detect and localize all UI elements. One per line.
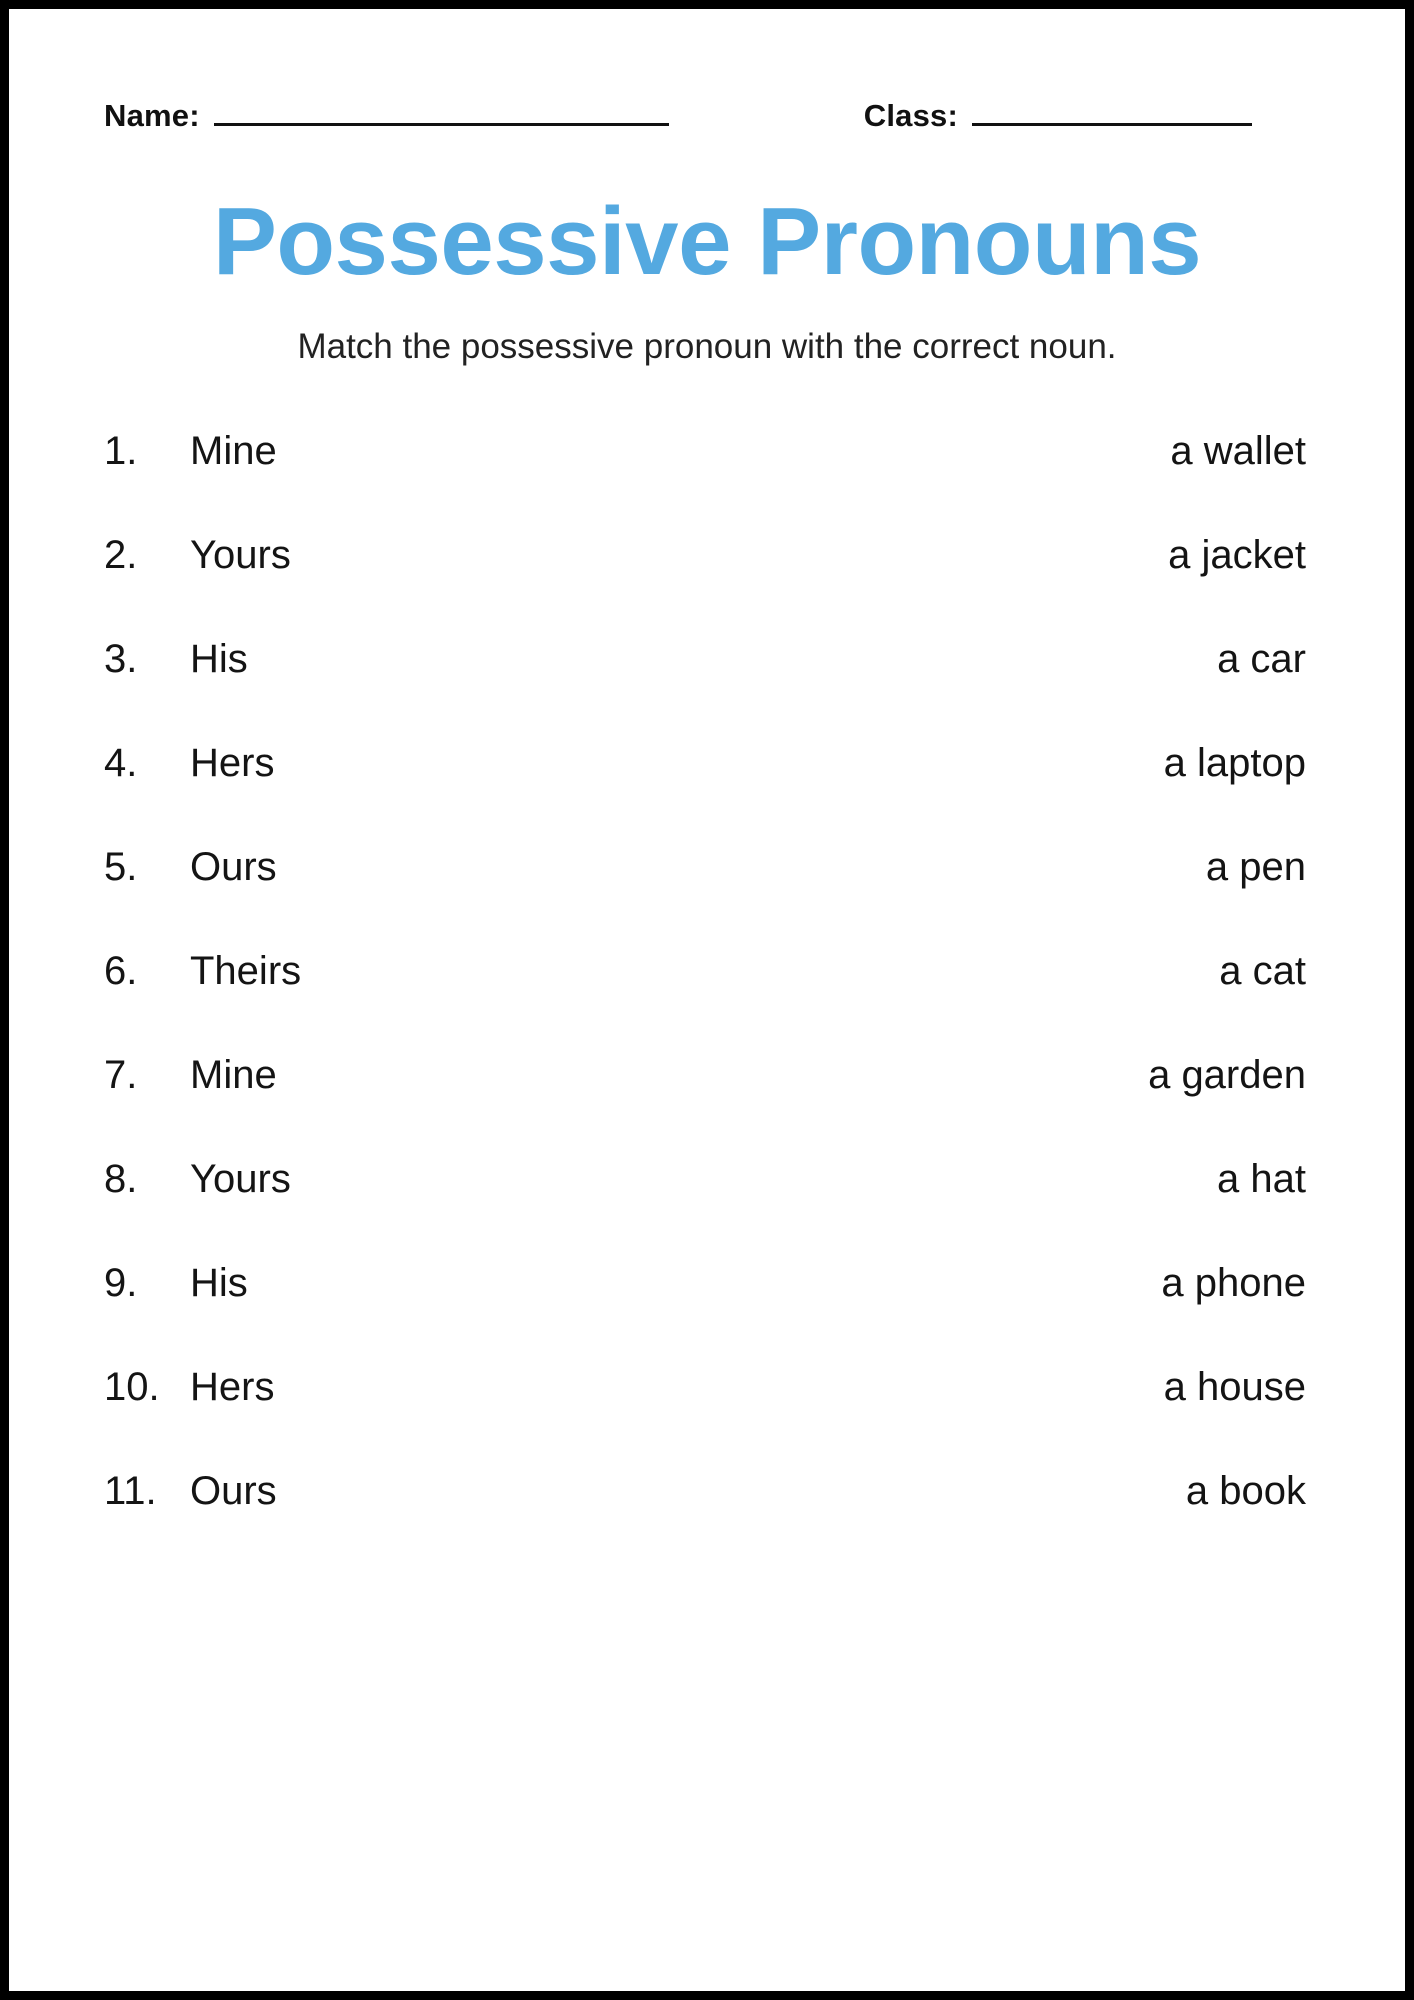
item-number: 4. (104, 740, 138, 785)
item-number: 1. (104, 428, 138, 473)
list-item (104, 637, 1310, 741)
list-item (104, 845, 1310, 949)
name-input-line[interactable] (214, 97, 669, 126)
list-item (104, 533, 1310, 637)
item-noun: a laptop (1163, 740, 1306, 785)
item-noun: a pen (1205, 844, 1306, 889)
item-noun: a car (1217, 636, 1306, 681)
list-item (104, 1469, 1310, 1573)
matching-list (104, 429, 1310, 1573)
item-number: 3. (104, 636, 138, 681)
item-noun: a house (1163, 1364, 1306, 1409)
list-item (104, 1261, 1310, 1365)
list-item (104, 1365, 1310, 1469)
item-pronoun: Yours (190, 532, 291, 577)
list-item-left (104, 1469, 277, 1514)
item-pronoun: Ours (190, 844, 277, 889)
item-number: 9. (104, 1260, 138, 1305)
list-item-left (104, 1365, 274, 1410)
list-item-left (104, 429, 277, 474)
item-pronoun: Hers (190, 740, 275, 785)
list-item-left (104, 533, 291, 578)
list-item-left (104, 1261, 248, 1306)
list-item-left (104, 741, 274, 786)
page-subtitle: Match the possessive pronoun with the correct noun. (297, 326, 1117, 366)
list-item (104, 741, 1310, 845)
list-item-left (104, 1157, 291, 1202)
worksheet-content (9, 9, 1405, 1991)
list-item (104, 1053, 1310, 1157)
page-title: Possessive Pronouns (212, 188, 1202, 295)
item-number: 2. (104, 532, 138, 577)
item-noun: a hat (1217, 1156, 1306, 1201)
item-pronoun: Theirs (190, 948, 302, 993)
item-number: 5. (104, 844, 138, 889)
item-pronoun: Ours (190, 1468, 277, 1513)
name-label: Name: (104, 98, 200, 133)
item-noun: a cat (1219, 948, 1306, 993)
item-pronoun: Mine (190, 428, 277, 473)
item-number: 8. (104, 1156, 138, 1201)
list-item-left (104, 845, 277, 890)
list-item (104, 949, 1310, 1053)
item-pronoun: His (190, 636, 248, 681)
class-field[interactable] (864, 97, 1252, 134)
list-item (104, 1157, 1310, 1261)
item-number: 7. (104, 1052, 138, 1097)
list-item-left (104, 1053, 277, 1098)
item-noun: a wallet (1170, 428, 1306, 473)
student-info-header (104, 97, 1310, 134)
class-input-line[interactable] (972, 97, 1252, 126)
item-noun: a jacket (1168, 532, 1306, 577)
item-number: 11. (104, 1468, 157, 1513)
item-pronoun: His (190, 1260, 248, 1305)
item-pronoun: Yours (190, 1156, 291, 1201)
list-item-left (104, 949, 301, 994)
class-label: Class: (863, 98, 959, 133)
list-item-left (104, 637, 248, 682)
item-pronoun: Mine (190, 1052, 277, 1097)
name-field[interactable] (104, 97, 669, 134)
item-noun: a book (1185, 1468, 1306, 1513)
item-number: 6. (104, 948, 138, 993)
item-noun: a garden (1148, 1052, 1306, 1097)
item-pronoun: Hers (190, 1364, 275, 1409)
item-noun: a phone (1161, 1260, 1306, 1305)
list-item (104, 429, 1310, 533)
item-number: 10. (104, 1364, 160, 1409)
